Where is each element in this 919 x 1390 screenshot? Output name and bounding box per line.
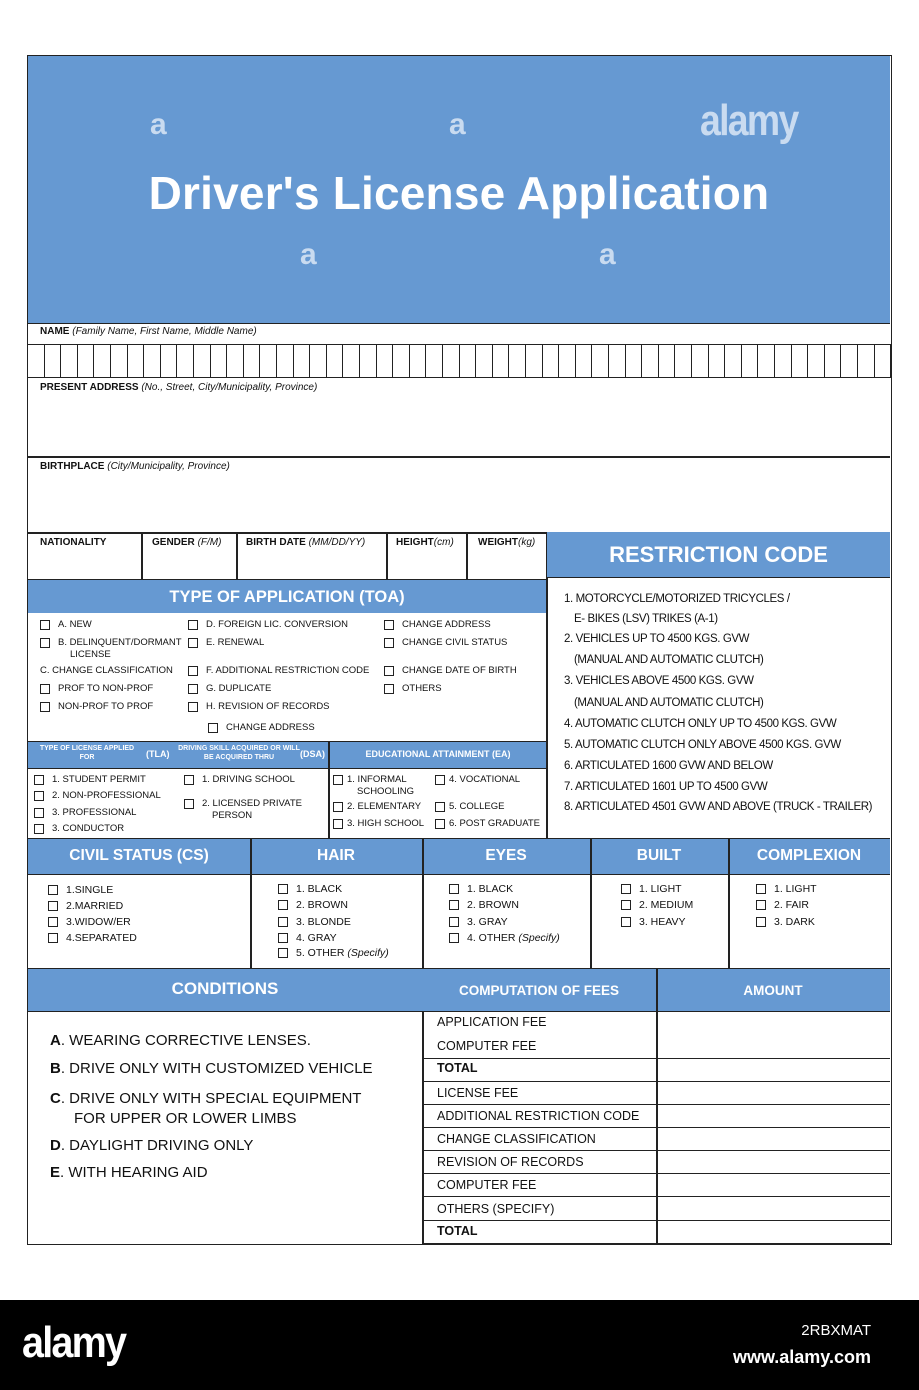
name-char-cell[interactable] <box>659 344 676 378</box>
name-char-cell[interactable] <box>260 344 277 378</box>
name-char-cell[interactable] <box>692 344 709 378</box>
name-char-cell[interactable] <box>509 344 526 378</box>
checkbox[interactable] <box>435 775 445 785</box>
name-char-cell[interactable] <box>758 344 775 378</box>
checkbox[interactable] <box>188 620 198 630</box>
name-char-cell[interactable] <box>244 344 261 378</box>
fee-amount-field[interactable] <box>658 1013 888 1033</box>
ea-option-vocational[interactable] <box>435 774 520 786</box>
fee-row-label: APPLICATION FEE <box>437 1015 547 1029</box>
toa-option-change-address[interactable] <box>384 619 491 631</box>
condition-text: . DRIVE ONLY WITH CUSTOMIZED VEHICLE <box>60 1060 373 1077</box>
name-char-cell[interactable] <box>576 344 593 378</box>
checkbox[interactable] <box>40 702 50 712</box>
restriction-code-line: 8. ARTICULATED 4501 GVW AND ABOVE (TRUCK - TRAILER) <box>564 801 873 813</box>
checkbox[interactable] <box>40 638 50 648</box>
eyes-header: EYES <box>485 847 527 864</box>
image-id: 2RBXMAT <box>801 1322 871 1339</box>
checkbox[interactable] <box>208 723 218 733</box>
toa-header: TYPE OF APPLICATION (TOA) <box>28 579 546 613</box>
restriction-code-line: (MANUAL AND AUTOMATIC CLUTCH) <box>574 654 764 666</box>
fee-row-label: TOTAL <box>437 1061 478 1075</box>
condition-text: . WITH HEARING AID <box>60 1164 208 1181</box>
conditions-header: CONDITIONS <box>171 979 279 998</box>
toa-option-change-birthdate[interactable] <box>384 665 517 677</box>
ea-header: EDUCATIONAL ATTAINMENT (EA) <box>365 749 511 759</box>
option-label <box>347 774 414 798</box>
option-label: PROF TO NON-PROF <box>58 683 154 694</box>
name-char-cell[interactable] <box>144 344 161 378</box>
checkbox[interactable] <box>756 900 766 910</box>
fee-amount-field[interactable] <box>658 1222 888 1242</box>
checkbox[interactable] <box>449 900 459 910</box>
checkbox[interactable] <box>435 819 445 829</box>
option-label: 4. VOCATIONAL <box>449 774 521 785</box>
fee-row-label: TOTAL <box>437 1224 478 1238</box>
checkbox[interactable] <box>34 775 44 785</box>
checkbox[interactable] <box>449 917 459 927</box>
ea-option-highschool[interactable] <box>333 818 424 830</box>
option-label-line: 1. INFORMAL <box>347 774 407 785</box>
checkbox[interactable] <box>188 638 198 648</box>
toa-option-renewal[interactable] <box>188 637 264 649</box>
name-char-cell[interactable] <box>327 344 344 378</box>
name-char-cell[interactable] <box>426 344 443 378</box>
checkbox[interactable] <box>756 917 766 927</box>
fee-row-label: CHANGE CLASSIFICATION <box>437 1132 596 1146</box>
birthdate-label <box>246 537 365 548</box>
hair-option-gray[interactable] <box>278 932 337 945</box>
option-label: E. RENEWAL <box>206 637 265 648</box>
fee-amount-field[interactable] <box>658 1107 888 1127</box>
checkbox[interactable] <box>333 819 343 829</box>
option-label: G. DUPLICATE <box>206 683 272 694</box>
condition-letter: D <box>50 1137 61 1154</box>
height-label-text: HEIGHT <box>396 537 434 548</box>
name-char-cell[interactable] <box>626 344 643 378</box>
watermark-letter: a <box>599 238 616 271</box>
fee-row-label: COMPUTER FEE <box>437 1039 537 1053</box>
option-label <box>202 798 302 822</box>
toa-option-delinquent[interactable] <box>40 637 182 661</box>
name-char-cell[interactable] <box>675 344 692 378</box>
eyes-option-black[interactable] <box>449 883 513 896</box>
name-char-cell[interactable] <box>825 344 842 378</box>
name-char-cell[interactable] <box>709 344 726 378</box>
name-char-cell[interactable] <box>543 344 560 378</box>
name-char-cell[interactable] <box>460 344 477 378</box>
checkbox[interactable] <box>188 702 198 712</box>
tla-option-student[interactable] <box>34 774 146 786</box>
watermark-letter: a <box>150 108 167 141</box>
gender-hint: (F/M) <box>197 537 222 548</box>
tla-option-nonprof[interactable] <box>34 790 161 802</box>
complexion-option-fair[interactable] <box>756 899 809 912</box>
civil-option-married[interactable] <box>48 900 123 913</box>
restriction-code-line: 7. ARTICULATED 1601 UP TO 4500 GVW <box>564 781 768 793</box>
checkbox[interactable] <box>384 620 394 630</box>
option-label: OTHERS <box>402 683 442 694</box>
option-label: 3. DARK <box>774 916 815 928</box>
option-label: 2. BROWN <box>467 899 519 911</box>
name-char-cell[interactable] <box>277 344 294 378</box>
fee-amount-field[interactable] <box>658 1037 888 1057</box>
checkbox[interactable] <box>435 802 445 812</box>
restriction-code-line: (MANUAL AND AUTOMATIC CLUTCH) <box>574 697 764 709</box>
checkbox[interactable] <box>278 933 288 943</box>
checkbox[interactable] <box>48 885 58 895</box>
option-hint: (Specify) <box>518 932 560 944</box>
hair-option-other[interactable] <box>278 947 389 960</box>
fee-amount-field[interactable] <box>658 1153 888 1173</box>
fee-amount-field[interactable] <box>658 1130 888 1150</box>
option-label: CHANGE CIVIL STATUS <box>402 637 508 648</box>
eyes-option-brown[interactable] <box>449 899 519 912</box>
toa-option-revision-records[interactable] <box>188 701 330 713</box>
birthplace-field[interactable] <box>28 474 890 532</box>
toa-option-additional-restriction[interactable] <box>188 665 369 677</box>
restriction-code-line: 5. AUTOMATIC CLUTCH ONLY ABOVE 4500 KGS. GVW <box>564 739 841 751</box>
condition-item <box>50 1089 361 1109</box>
name-char-cell[interactable] <box>111 344 128 378</box>
option-label: 3. PROFESSIONAL <box>52 807 137 818</box>
license-application-form <box>27 55 892 1245</box>
name-char-cell[interactable] <box>194 344 211 378</box>
condition-item <box>50 1031 311 1051</box>
toa-option-nonprof-to-prof[interactable] <box>40 701 153 713</box>
name-char-cell[interactable] <box>792 344 809 378</box>
restriction-code-line: 2. VEHICLES UP TO 4500 KGS. GVW <box>564 633 750 645</box>
option-label: 3. CONDUCTOR <box>52 823 125 834</box>
option-label: 2. BROWN <box>296 899 348 911</box>
ea-option-postgrad[interactable] <box>435 818 540 830</box>
weight-hint: (kg) <box>518 537 536 548</box>
condition-letter: C <box>50 1090 61 1107</box>
option-label: 6. POST GRADUATE <box>449 818 540 829</box>
eyes-option-gray[interactable] <box>449 916 508 929</box>
option-label: 3. GRAY <box>467 916 508 928</box>
option-label: D. FOREIGN LIC. CONVERSION <box>206 619 348 630</box>
checkbox[interactable] <box>48 901 58 911</box>
checkbox[interactable] <box>278 900 288 910</box>
checkbox[interactable] <box>34 791 44 801</box>
complexion-option-dark[interactable] <box>756 916 815 929</box>
option-label: A. NEW <box>58 619 92 630</box>
checkbox[interactable] <box>621 917 631 927</box>
name-char-cell[interactable] <box>177 344 194 378</box>
toa-option-foreign-conversion[interactable] <box>188 619 348 631</box>
ea-option-informal[interactable] <box>333 774 414 798</box>
gender-label <box>152 537 221 548</box>
name-char-cell[interactable] <box>493 344 510 378</box>
option-label: 4.SEPARATED <box>66 932 137 944</box>
checkbox[interactable] <box>621 884 631 894</box>
toa-option-revision-change-address[interactable] <box>208 722 315 734</box>
restriction-code-line: E- BIKES (LSV) TRIKES (A-1) <box>574 613 718 625</box>
nationality-label: NATIONALITY <box>40 537 107 548</box>
name-char-cell[interactable] <box>343 344 360 378</box>
checkbox[interactable] <box>449 933 459 943</box>
toa-option-others[interactable] <box>384 683 442 695</box>
option-label: 5. OTHER <box>296 947 345 959</box>
checkbox[interactable] <box>756 884 766 894</box>
fee-amount-field[interactable] <box>658 1059 888 1079</box>
option-label: 1. DRIVING SCHOOL <box>202 774 295 785</box>
fee-row-label: LICENSE FEE <box>437 1086 519 1100</box>
option-label: 4. GRAY <box>296 932 337 944</box>
option-label: 3. HEAVY <box>639 916 686 928</box>
option-label: 3.WIDOW/ER <box>66 916 131 928</box>
option-label: 4. OTHER <box>467 932 516 944</box>
dsa-option-private-person[interactable] <box>184 798 302 822</box>
fee-row-label: COMPUTER FEE <box>437 1178 537 1192</box>
built-option-light[interactable] <box>621 883 682 896</box>
checkbox[interactable] <box>188 666 198 676</box>
name-char-cell[interactable] <box>858 344 875 378</box>
fee-amount-field[interactable] <box>658 1176 888 1196</box>
name-char-cell[interactable] <box>841 344 858 378</box>
option-label: 5. COLLEGE <box>449 801 505 812</box>
option-label: F. ADDITIONAL RESTRICTION CODE <box>206 665 370 676</box>
option-label: 1. STUDENT PERMIT <box>52 774 146 785</box>
option-hint: (Specify) <box>347 947 389 959</box>
option-label: 1.SINGLE <box>66 884 114 896</box>
name-label <box>40 326 257 337</box>
option-label: 2. MEDIUM <box>639 899 694 911</box>
dsa-option-driving-school[interactable] <box>184 774 295 786</box>
address-label-text: PRESENT ADDRESS <box>40 382 139 393</box>
name-char-cell[interactable] <box>742 344 759 378</box>
hair-option-brown[interactable] <box>278 899 348 912</box>
option-label: CHANGE DATE OF BIRTH <box>402 665 517 676</box>
checkbox[interactable] <box>40 620 50 630</box>
birthplace-label-text: BIRTHPLACE <box>40 461 105 472</box>
toa-option-change-civil-status[interactable] <box>384 637 507 649</box>
birthplace-hint: (City/Municipality, Province) <box>107 461 230 472</box>
footer-logo: alamy <box>22 1318 126 1367</box>
birthdate-label-text: BIRTH DATE <box>246 537 306 548</box>
option-label: 1. LIGHT <box>774 883 817 895</box>
name-char-cell[interactable] <box>410 344 427 378</box>
name-char-cell[interactable] <box>808 344 825 378</box>
name-char-cell[interactable] <box>875 344 892 378</box>
civil-option-separated[interactable] <box>48 932 137 945</box>
checkbox[interactable] <box>40 684 50 694</box>
condition-letter: E <box>50 1164 61 1181</box>
footer-url[interactable]: www.alamy.com <box>732 1347 871 1367</box>
name-char-cell[interactable] <box>725 344 742 378</box>
watermark-letter: a <box>300 238 317 271</box>
tla-option-prof[interactable] <box>34 807 136 819</box>
restriction-code-line: 6. ARTICULATED 1600 GVW AND BELOW <box>564 760 773 772</box>
name-char-cell[interactable] <box>393 344 410 378</box>
toa-option-prof-to-nonprof[interactable] <box>40 683 153 695</box>
tla-abbr: (TLA) <box>146 749 170 759</box>
checkbox[interactable] <box>278 948 288 958</box>
option-label: 2. NON-PROFESSIONAL <box>52 790 161 801</box>
checkbox[interactable] <box>384 638 394 648</box>
ea-option-college[interactable] <box>435 801 504 813</box>
hair-option-black[interactable] <box>278 883 342 896</box>
checkbox[interactable] <box>621 900 631 910</box>
fee-row-label: REVISION OF RECORDS <box>437 1155 584 1169</box>
birthplace-label <box>40 461 230 472</box>
name-char-cell[interactable] <box>559 344 576 378</box>
weight-label <box>478 537 535 548</box>
complexion-option-light[interactable] <box>756 883 817 896</box>
condition-letter: A <box>50 1032 61 1049</box>
toa-option-duplicate[interactable] <box>188 683 271 695</box>
tla-header: TYPE OF LICENSE APPLIED FOR <box>39 745 135 761</box>
option-label: 2. FAIR <box>774 899 810 911</box>
name-char-cell[interactable] <box>310 344 327 378</box>
name-char-cell[interactable] <box>592 344 609 378</box>
option-label: 3. BLONDE <box>296 916 351 928</box>
option-label: CHANGE ADDRESS <box>402 619 491 630</box>
name-char-cell[interactable] <box>443 344 460 378</box>
civil-option-single[interactable] <box>48 884 113 897</box>
dsa-header: DRIVING SKILL ACQUIRED OR WILL BE ACQUIRED THRU <box>178 745 300 761</box>
birthdate-hint: (MM/DD/YY) <box>308 537 366 548</box>
option-label: 1. BLACK <box>296 883 343 895</box>
gender-label-text: GENDER <box>152 537 195 548</box>
hair-option-blonde[interactable] <box>278 916 351 929</box>
condition-item <box>74 1109 297 1129</box>
option-label: CHANGE ADDRESS <box>226 722 315 733</box>
name-char-cell[interactable] <box>377 344 394 378</box>
condition-item <box>50 1136 253 1156</box>
civil-status-header: CIVIL STATUS (CS) <box>69 847 209 864</box>
restriction-code-line: 1. MOTORCYCLE/MOTORIZED TRICYCLES / <box>564 593 790 605</box>
checkbox[interactable] <box>278 917 288 927</box>
fee-amount-field[interactable] <box>658 1200 888 1220</box>
name-char-cell[interactable] <box>775 344 792 378</box>
watermark-logo: alamy <box>700 96 798 145</box>
civil-option-widow[interactable] <box>48 916 131 929</box>
name-char-cell[interactable] <box>128 344 145 378</box>
option-label-line: B. DELINQUENT/DORMANT <box>58 637 182 648</box>
name-char-cell[interactable] <box>61 344 78 378</box>
name-char-cell[interactable] <box>211 344 228 378</box>
checkbox[interactable] <box>449 884 459 894</box>
dsa-abbr: (DSA) <box>300 749 325 759</box>
address-label <box>40 382 317 393</box>
fee-row-label: ADDITIONAL RESTRICTION CODE <box>437 1109 640 1123</box>
checkbox[interactable] <box>278 884 288 894</box>
option-label-line: 2. LICENSED PRIVATE <box>202 798 302 809</box>
name-char-cell[interactable] <box>476 344 493 378</box>
name-char-cell[interactable] <box>45 344 62 378</box>
option-label: 1. BLACK <box>467 883 514 895</box>
toa-option-new[interactable] <box>40 619 92 631</box>
checkbox[interactable] <box>184 799 194 809</box>
restriction-code-line: 4. AUTOMATIC CLUTCH ONLY UP TO 4500 KGS. GVW <box>564 718 837 730</box>
checkbox[interactable] <box>333 802 343 812</box>
option-label: H. REVISION OF RECORDS <box>206 701 330 712</box>
condition-text: . WEARING CORRECTIVE LENSES. <box>60 1032 311 1049</box>
name-label-text: NAME <box>40 326 70 337</box>
built-option-medium[interactable] <box>621 899 693 912</box>
name-char-cell[interactable] <box>642 344 659 378</box>
complexion-header: COMPLEXION <box>756 847 862 864</box>
watermark-letter: a <box>449 108 466 141</box>
option-label: NON-PROF TO PROF <box>58 701 154 712</box>
checkbox[interactable] <box>188 684 198 694</box>
checkbox[interactable] <box>184 775 194 785</box>
name-char-cell[interactable] <box>28 344 45 378</box>
name-char-cell[interactable] <box>161 344 178 378</box>
condition-item <box>50 1059 373 1079</box>
fee-amount-field[interactable] <box>658 1084 888 1104</box>
condition-text: . DAYLIGHT DRIVING ONLY <box>60 1137 254 1154</box>
restriction-code-header: RESTRICTION CODE <box>547 532 890 578</box>
fee-row-label: OTHERS (SPECIFY) <box>437 1202 555 1216</box>
option-label: 2.MARRIED <box>66 900 124 912</box>
fees-header: COMPUTATION OF FEES <box>459 983 619 998</box>
name-char-cell[interactable] <box>227 344 244 378</box>
name-char-cell[interactable] <box>609 344 626 378</box>
condition-text: . DRIVE ONLY WITH SPECIAL EQUIPMENT <box>60 1090 362 1107</box>
amount-header: AMOUNT <box>743 983 803 998</box>
checkbox[interactable] <box>48 933 58 943</box>
toa-change-classification <box>40 665 173 677</box>
tla-option-conductor[interactable] <box>34 823 124 835</box>
height-label <box>396 537 454 548</box>
height-hint: (cm) <box>433 537 454 548</box>
ea-option-elementary[interactable] <box>333 801 421 813</box>
name-hint: (Family Name, First Name, Middle Name) <box>72 326 257 337</box>
page-title: Driver's License Application <box>148 167 770 219</box>
hair-header: HAIR <box>317 847 355 864</box>
name-char-cell[interactable] <box>294 344 311 378</box>
checkbox[interactable] <box>384 684 394 694</box>
checkbox[interactable] <box>48 917 58 927</box>
option-label <box>58 637 182 661</box>
option-label-line: PERSON <box>212 810 253 821</box>
footer-bar <box>0 1300 919 1390</box>
condition-letter: B <box>50 1060 61 1077</box>
eyes-option-other[interactable] <box>449 932 560 945</box>
option-label: 1. LIGHT <box>639 883 682 895</box>
built-option-heavy[interactable] <box>621 916 686 929</box>
address-field[interactable] <box>28 394 890 456</box>
option-label-line: LICENSE <box>70 649 111 660</box>
address-hint: (No., Street, City/Municipality, Province) <box>141 382 318 393</box>
option-label: 3. HIGH SCHOOL <box>347 818 425 829</box>
condition-text: FOR UPPER OR LOWER LIMBS <box>74 1110 297 1127</box>
checkbox[interactable] <box>333 775 343 785</box>
condition-item <box>50 1163 208 1183</box>
name-char-cell[interactable] <box>94 344 111 378</box>
name-char-cell[interactable] <box>360 344 377 378</box>
name-char-cell[interactable] <box>526 344 543 378</box>
checkbox[interactable] <box>34 808 44 818</box>
weight-label-text: WEIGHT <box>478 537 518 548</box>
option-label-line: SCHOOLING <box>357 786 415 797</box>
checkbox[interactable] <box>34 824 44 834</box>
checkbox[interactable] <box>384 666 394 676</box>
option-label: C. CHANGE CLASSIFICATION <box>40 665 173 676</box>
form-header <box>28 56 890 324</box>
name-char-cell[interactable] <box>78 344 95 378</box>
built-header: BUILT <box>636 847 682 864</box>
option-label: 2. ELEMENTARY <box>347 801 422 812</box>
restriction-code-line: 3. VEHICLES ABOVE 4500 KGS. GVW <box>564 675 754 687</box>
